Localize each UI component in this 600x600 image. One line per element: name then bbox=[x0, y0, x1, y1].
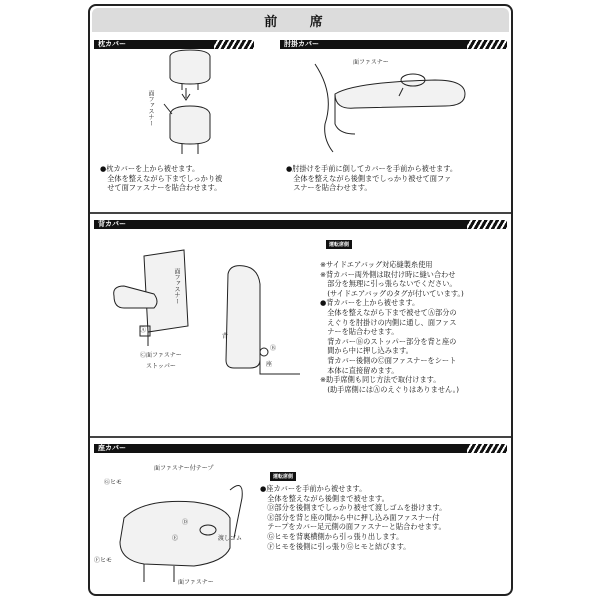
armrest-fastener-label: 面ファスナー bbox=[353, 59, 389, 66]
front-seat-panel bbox=[88, 4, 513, 596]
seat-label-e: Ⓔ bbox=[172, 535, 179, 542]
pillow-section-heading: 枕カバー bbox=[94, 40, 254, 49]
pillow-illustration bbox=[150, 50, 230, 160]
section-divider-2 bbox=[90, 436, 511, 438]
page-title: 前 席 bbox=[92, 8, 509, 32]
back-label-a: Ⓐ bbox=[140, 327, 147, 334]
back-driver-side-tag: 運転席側 bbox=[326, 240, 352, 249]
seat-driver-side-tag: 運転席側 bbox=[270, 472, 296, 481]
back-label-b: Ⓑ bbox=[270, 345, 277, 352]
seat-label-g: Ⓖヒモ bbox=[104, 479, 123, 486]
pillow-fastener-label: 面ファスナー bbox=[147, 90, 154, 126]
seat-section-heading: 座カバー bbox=[94, 444, 507, 453]
back-section-heading: 背カバー bbox=[94, 220, 507, 229]
back-label-seat: 座 bbox=[266, 361, 273, 368]
back-instructions: ※サイドエアバッグ対応縫製糸使用 ※背カバー両外側は取付け時に縫い合わせ 部分を無理に引っ張らないでください。 (サイドエアバッグのタグが付いています。) ●背カバーを上から被せます。 全体を整えながら下まで被せてⒶ部分の えぐりを肘掛けの内側に通し、面ファス ナーを貼合わせます。 背カバーⒷのストッパー部分を背と座の 間から中に押し込みます。 背カバー後側のⒸ面ファスナーをシート 本体に直接留めます。 ※助手席側も同じ方法で取付けます。 (助手席側にはⒶのえぐりはありません。) bbox=[320, 260, 464, 394]
armrest-section-heading: 肘掛カバー bbox=[280, 40, 507, 49]
seat-label-d: Ⓓ bbox=[182, 519, 189, 526]
seat-back-illustration bbox=[220, 264, 300, 384]
back-label-c-fastener: Ⓒ面ファスナー bbox=[140, 352, 182, 359]
seat-label-f: Ⓕヒモ bbox=[94, 557, 113, 564]
armrest-illustration bbox=[295, 64, 505, 154]
pillow-instructions: ●枕カバーを上から被せます。 全体を整えながら下までしっかり被 せて面ファスナーを貼合わせます。 bbox=[100, 164, 223, 193]
back-label-back: 背 bbox=[222, 333, 229, 340]
seat-cover-illustration bbox=[104, 478, 254, 586]
back-cover-illustration bbox=[104, 246, 204, 356]
armrest-instructions: ●肘掛けを手前に倒してカバーを手前から被せます。 全体を整えながら後側までしっかり被せて面ファ スナーを貼合わせます。 bbox=[286, 164, 458, 193]
section-divider bbox=[90, 212, 511, 214]
seat-label-rubber: 渡しゴム bbox=[218, 535, 243, 542]
back-fastener-label: 面ファスナー bbox=[173, 268, 180, 304]
seat-label-fastener: 面ファスナー bbox=[178, 579, 214, 586]
seat-label-tape: 面ファスナー付テープ bbox=[154, 465, 214, 472]
seat-instructions: ●座カバーを手前から被せます。 全体を整えながら後側まで被せます。 Ⓓ部分を後側までしっかり被せて渡しゴムを掛けます。 Ⓔ部分を背と座の間から中に押し込み面ファスナー付 テープをカバー足元側の面ファスナーと貼合わせます。 Ⓖヒモを背裏横側から引っ張り出します。 Ⓕヒモを後側に引っ張りⒼヒモと結びます。 bbox=[260, 484, 447, 551]
back-label-stopper: ストッパー bbox=[146, 363, 176, 370]
